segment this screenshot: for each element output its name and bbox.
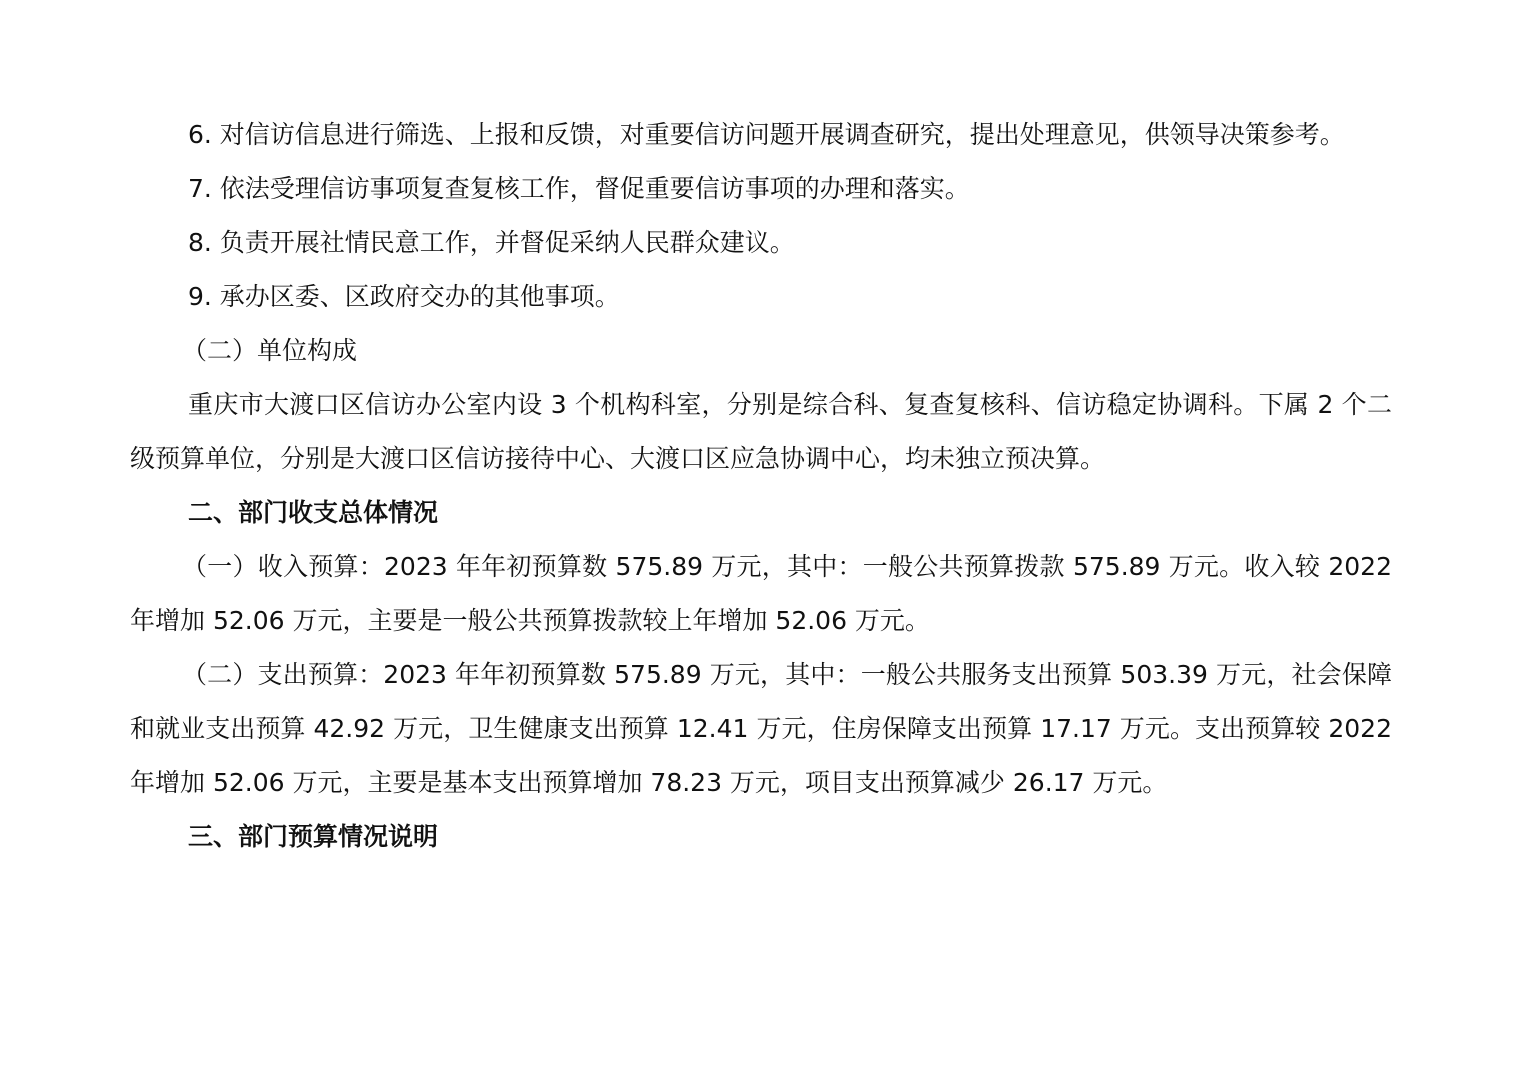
paragraph-unit-composition: 重庆市大渡口区信访办公室内设 3 个机构科室，分别是综合科、复查复核科、信访稳定协调科。下属 2 个二级预算单位，分别是大渡口区信访接待中心、大渡口区应急协调中心，均未独立预决算。 (130, 390, 1392, 473)
subheading-unit-composition: （二）单位构成 (182, 336, 358, 365)
paragraph-duty-7: 7. 依法受理信访事项复查复核工作，督促重要信访事项的办理和落实。 (188, 174, 970, 203)
paragraph-duty-9: 9. 承办区委、区政府交办的其他事项。 (188, 282, 620, 311)
heading-budget-explanation: 三、部门预算情况说明 (188, 822, 439, 851)
paragraph-duty-6: 6. 对信访信息进行筛选、上报和反馈，对重要信访问题开展调查研究，提出处理意见，供领导决策参考。 (188, 120, 1345, 149)
heading-revenue-expenditure: 二、部门收支总体情况 (188, 498, 439, 527)
paragraph-income-budget: （一）收入预算：2023 年年初预算数 575.89 万元，其中：一般公共预算拨款 575.89 万元。收入较 2022 年增加 52.06 万元，主要是一般公共预算拨款较上年增加 52.06 万元。 (130, 552, 1392, 635)
paragraph-expenditure-budget: （二）支出预算：2023 年年初预算数 575.89 万元，其中：一般公共服务支出预算 503.39 万元，社会保障和就业支出预算 42.92 万元，卫生健康支出预算 12.41 万元，住房保障支出预算 17.17 万元。支出预算较 2022 年增加 52.06 万元，主要是基本支出预算增加 78.23 万元，项目支出预算减少 26.17 万元。 (130, 660, 1392, 797)
paragraph-duty-8: 8. 负责开展社情民意工作，并督促采纳人民群众建议。 (188, 228, 795, 257)
document-page (130, 108, 1392, 864)
